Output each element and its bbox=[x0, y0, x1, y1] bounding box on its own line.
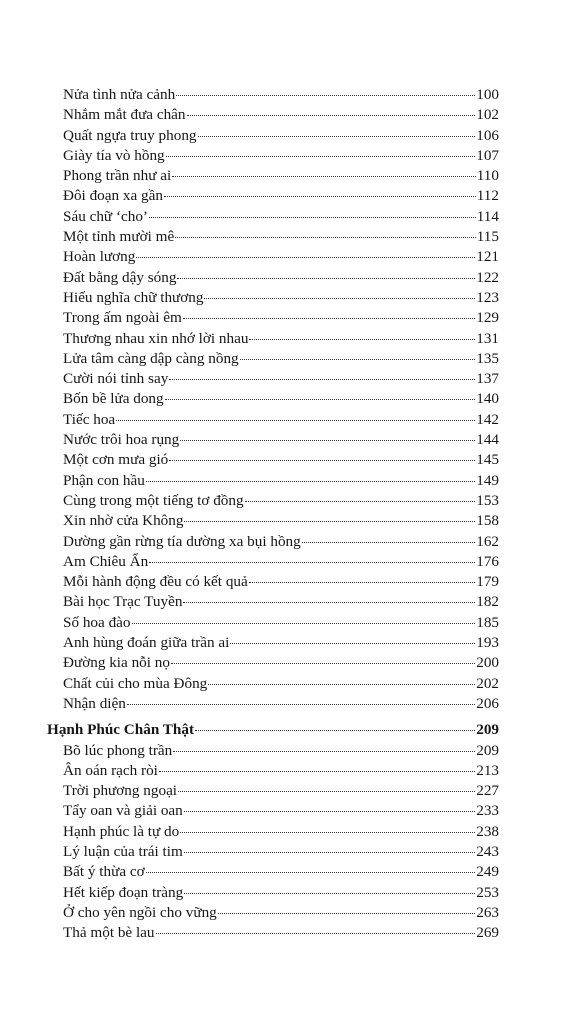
toc-entry[interactable] bbox=[63, 126, 499, 146]
toc-entry[interactable] bbox=[63, 842, 499, 862]
toc-entry-title: Nửa tình nửa cảnh bbox=[63, 86, 176, 103]
dot-leader bbox=[249, 582, 475, 583]
dot-leader bbox=[240, 359, 476, 360]
dot-leader bbox=[183, 602, 475, 603]
dot-leader bbox=[198, 136, 476, 137]
toc-entry[interactable] bbox=[63, 903, 499, 923]
toc-entry-page: 182 bbox=[476, 593, 499, 611]
toc-entry[interactable] bbox=[63, 491, 499, 511]
dot-leader bbox=[165, 399, 476, 400]
toc-entry[interactable] bbox=[63, 572, 499, 592]
toc-entry-title: Hoàn lương bbox=[63, 248, 136, 266]
toc-entry[interactable] bbox=[63, 227, 499, 247]
toc-entry-page: 179 bbox=[476, 573, 499, 591]
toc-entry-page: 176 bbox=[476, 552, 499, 570]
toc-entry-title: Phong trần như ai bbox=[63, 167, 172, 185]
toc-entry-page: 145 bbox=[476, 451, 499, 469]
toc-entry[interactable] bbox=[63, 694, 499, 714]
toc-entry-page: 112 bbox=[476, 187, 499, 205]
dot-leader bbox=[132, 623, 476, 624]
toc-entry-title: Chất củi cho mùa Đông bbox=[63, 674, 208, 692]
toc-entry-title: Ân oán rạch ròi bbox=[63, 761, 158, 779]
toc-entry-title: Tiếc hoa bbox=[63, 410, 116, 428]
toc-entry-title: Quất ngựa truy phong bbox=[63, 126, 197, 144]
dot-leader bbox=[183, 318, 475, 319]
dot-leader bbox=[204, 298, 475, 299]
toc-entry-page: 202 bbox=[476, 674, 499, 692]
dot-leader bbox=[156, 933, 476, 934]
toc-entry[interactable] bbox=[63, 653, 499, 673]
toc-entry-title: Cùng trong một tiếng tơ đồng bbox=[63, 491, 244, 509]
toc-section-heading[interactable] bbox=[47, 720, 499, 740]
toc-entry-page: 162 bbox=[476, 532, 499, 550]
toc-entry-page: 206 bbox=[476, 694, 499, 712]
toc-entry[interactable] bbox=[63, 288, 499, 308]
toc-entry-title: Bốn bề lửa dong bbox=[63, 390, 164, 408]
toc-entry[interactable] bbox=[63, 552, 499, 572]
toc-entry-title: Một tỉnh mười mê bbox=[63, 228, 175, 246]
toc-entry-title: Thả một bè lau bbox=[63, 924, 155, 942]
toc-entry-page: 213 bbox=[476, 761, 499, 779]
toc-entry-title: Hết kiếp đoạn tràng bbox=[63, 883, 184, 901]
toc-entry-page: 209 bbox=[476, 741, 499, 759]
dot-leader bbox=[184, 521, 475, 522]
toc-entry-page: 269 bbox=[476, 924, 499, 942]
dot-leader bbox=[169, 379, 475, 380]
toc-entry-page: 233 bbox=[476, 802, 499, 820]
toc-entry-title: Sáu chữ ‘cho’ bbox=[63, 207, 148, 225]
dot-leader bbox=[149, 562, 475, 563]
dot-leader bbox=[184, 811, 475, 812]
toc-entry-page: 106 bbox=[476, 126, 499, 144]
section-heading-title: Hạnh Phúc Chân Thật bbox=[47, 721, 195, 739]
toc-entry-page: 153 bbox=[476, 491, 499, 509]
dot-leader bbox=[218, 913, 475, 914]
toc-entry-page: 107 bbox=[476, 146, 499, 164]
dot-leader bbox=[230, 643, 475, 644]
dot-leader bbox=[116, 420, 475, 421]
dot-leader bbox=[178, 791, 475, 792]
toc-entry-page: 131 bbox=[476, 329, 499, 347]
toc-entry[interactable] bbox=[63, 801, 499, 821]
toc-entry-title: Thương nhau xin nhớ lời nhau bbox=[63, 329, 249, 347]
toc-entry-title: Cười nói tỉnh say bbox=[63, 370, 169, 388]
toc-entry-page: 114 bbox=[476, 207, 499, 225]
toc-entry-page: 263 bbox=[476, 903, 499, 921]
toc-entry-page: 144 bbox=[476, 431, 499, 449]
toc-entry[interactable] bbox=[63, 105, 499, 125]
toc-entry-page: 158 bbox=[476, 512, 499, 530]
toc-entry[interactable] bbox=[63, 741, 499, 761]
dot-leader bbox=[180, 440, 475, 441]
toc-entry[interactable] bbox=[63, 532, 499, 552]
toc-entry-page: 102 bbox=[476, 106, 499, 124]
dot-leader bbox=[175, 237, 476, 238]
toc-entry[interactable] bbox=[63, 592, 499, 612]
dot-leader bbox=[184, 893, 475, 894]
toc-entry[interactable] bbox=[63, 471, 499, 491]
toc-entry-page: 253 bbox=[476, 883, 499, 901]
toc-entry[interactable] bbox=[63, 862, 499, 882]
toc-entry[interactable] bbox=[63, 369, 499, 389]
toc-entry[interactable] bbox=[63, 329, 499, 349]
toc-entry[interactable] bbox=[63, 389, 499, 409]
dot-leader bbox=[164, 196, 476, 197]
dot-leader bbox=[176, 95, 475, 96]
toc-entry-title: Bài học Trạc Tuyền bbox=[63, 593, 183, 611]
dot-leader bbox=[249, 339, 475, 340]
toc-entry[interactable] bbox=[63, 674, 499, 694]
toc-entry-page: 142 bbox=[476, 410, 499, 428]
dot-leader bbox=[180, 832, 475, 833]
toc-entry[interactable] bbox=[63, 146, 499, 166]
toc-entry-title: Trong ấm ngoài êm bbox=[63, 309, 182, 327]
dot-leader bbox=[208, 684, 475, 685]
dot-leader bbox=[149, 217, 476, 218]
toc-entry[interactable] bbox=[63, 308, 499, 328]
toc-entry[interactable] bbox=[63, 85, 499, 105]
toc-entry[interactable] bbox=[63, 511, 499, 531]
dot-leader bbox=[172, 176, 476, 177]
toc-entry-page: 227 bbox=[476, 782, 499, 800]
dot-leader bbox=[146, 481, 475, 482]
toc-entry-title: Nhắm mắt đưa chân bbox=[63, 106, 186, 124]
toc-entry-page: 193 bbox=[476, 634, 499, 652]
toc-entry[interactable] bbox=[63, 923, 499, 943]
toc-entry[interactable] bbox=[63, 166, 499, 186]
toc-entry-title: Giày tía vò hồng bbox=[63, 146, 165, 164]
toc-entry-title: Nước trôi hoa rụng bbox=[63, 431, 180, 449]
toc-entry-page: 121 bbox=[476, 248, 499, 266]
toc-entry[interactable] bbox=[63, 410, 499, 430]
dot-leader bbox=[171, 663, 475, 664]
dot-leader bbox=[159, 771, 475, 772]
toc-entry[interactable] bbox=[63, 349, 499, 369]
toc-entry-page: 243 bbox=[476, 842, 499, 860]
toc-entry-page: 238 bbox=[476, 822, 499, 840]
toc-entry-title: Nhận diện bbox=[63, 694, 126, 712]
toc-entry-page: 185 bbox=[476, 613, 499, 631]
toc-list-part1 bbox=[0, 85, 562, 714]
toc-entry-page: 200 bbox=[476, 654, 499, 672]
dot-leader bbox=[177, 278, 475, 279]
dot-leader bbox=[146, 872, 476, 873]
toc-entry-page: 100 bbox=[476, 86, 499, 103]
dot-leader bbox=[184, 852, 475, 853]
toc-entry-title: Anh hùng đoán giữa trần ai bbox=[63, 634, 230, 652]
toc-entry-title: Đôi đoạn xa gần bbox=[63, 187, 163, 205]
toc-entry-title: Một cơn mưa gió bbox=[63, 451, 169, 469]
toc-entry-title: Số hoa đào bbox=[63, 613, 131, 631]
dot-leader bbox=[169, 460, 475, 461]
toc-entry-title: Xin nhờ cửa Không bbox=[63, 512, 184, 530]
toc-entry-title: Dường gần rừng tía dường xa bụi hồng bbox=[63, 532, 301, 550]
dot-leader bbox=[195, 730, 475, 731]
toc-entry-page: 110 bbox=[476, 167, 499, 185]
toc-entry-title: Tẩy oan và giải oan bbox=[63, 802, 183, 820]
toc-list-part2 bbox=[0, 741, 562, 944]
toc-entry[interactable] bbox=[63, 430, 499, 450]
dot-leader bbox=[166, 156, 476, 157]
toc-entry[interactable] bbox=[63, 268, 499, 288]
toc-entry-title: Trời phương ngoại bbox=[63, 782, 178, 800]
toc-entry-title: Lý luận của trái tim bbox=[63, 842, 183, 860]
toc-entry[interactable] bbox=[63, 883, 499, 903]
toc-entry-title: Hiếu nghĩa chữ thương bbox=[63, 288, 204, 306]
toc-entry-title: Bõ lúc phong trần bbox=[63, 741, 173, 759]
toc-entry[interactable] bbox=[63, 247, 499, 267]
dot-leader bbox=[245, 501, 476, 502]
toc-entry[interactable] bbox=[63, 781, 499, 801]
dot-leader bbox=[302, 542, 475, 543]
toc-entry-title: Đất bằng dậy sóng bbox=[63, 268, 177, 286]
toc-entry-page: 123 bbox=[476, 288, 499, 306]
toc-entry[interactable] bbox=[63, 633, 499, 653]
toc-entry[interactable] bbox=[63, 613, 499, 633]
toc-entry-page: 149 bbox=[476, 471, 499, 489]
toc-entry-page: 135 bbox=[476, 349, 499, 367]
toc-entry-page: 249 bbox=[476, 863, 499, 881]
dot-leader bbox=[187, 115, 476, 116]
toc-entry[interactable] bbox=[63, 207, 499, 227]
toc-entry[interactable] bbox=[63, 822, 499, 842]
toc-entry-title: Phận con hầu bbox=[63, 471, 145, 489]
toc-entry-page: 115 bbox=[476, 228, 499, 246]
toc-entry-page: 129 bbox=[476, 309, 499, 327]
toc-entry-page: 122 bbox=[476, 268, 499, 286]
section-heading-page: 209 bbox=[476, 721, 499, 739]
toc-entry-title: Lửa tâm càng dập càng nồng bbox=[63, 349, 239, 367]
dot-leader bbox=[136, 257, 475, 258]
toc-entry-page: 140 bbox=[476, 390, 499, 408]
toc-entry-title: Ở cho yên ngồi cho vững bbox=[63, 903, 217, 921]
toc-entry[interactable] bbox=[63, 450, 499, 470]
dot-leader bbox=[127, 704, 475, 705]
toc-entry-title: Bất ý thừa cơ bbox=[63, 863, 145, 881]
toc-entry-title: Am Chiêu Ẩn bbox=[63, 552, 149, 570]
toc-entry[interactable] bbox=[63, 186, 499, 206]
toc-entry-title: Mỗi hành động đều có kết quả bbox=[63, 573, 248, 591]
toc-entry-title: Đường kia nỗi nọ bbox=[63, 654, 170, 672]
toc-entry[interactable] bbox=[63, 761, 499, 781]
toc-entry-page: 137 bbox=[476, 370, 499, 388]
dot-leader bbox=[173, 751, 475, 752]
toc-entry-title: Hạnh phúc là tự do bbox=[63, 822, 180, 840]
